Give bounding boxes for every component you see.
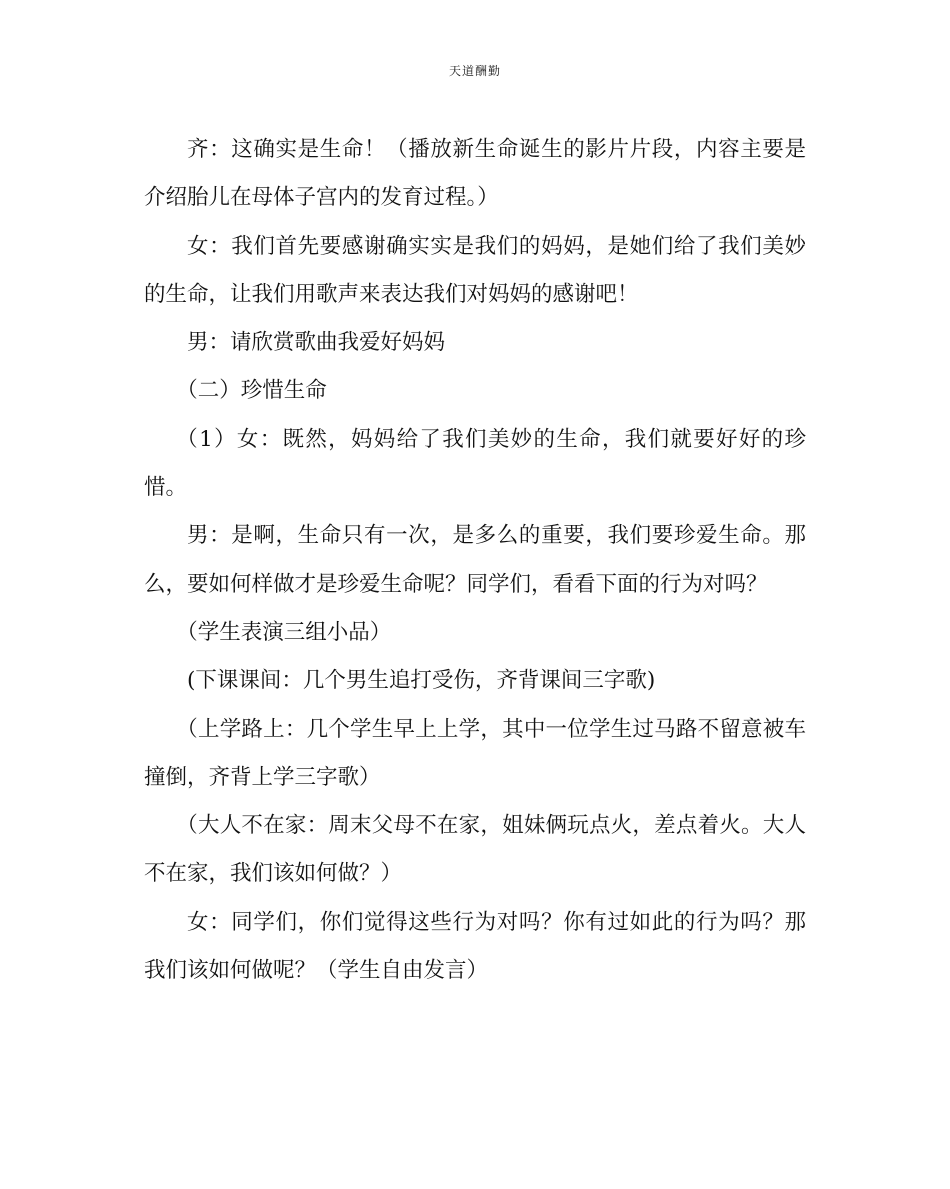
paragraph: 女：我们首先要感谢确实实是我们的妈妈，是她们给了我们美妙的生命，让我们用歌声来表达我们对妈妈的感谢吧！ [144, 233, 806, 307]
paragraph: 齐：这确实是生命！（播放新生命诞生的影片片段，内容主要是介绍胎儿在母体子宫内的发育过程。） [144, 137, 806, 211]
paragraph: 男：是啊，生命只有一次，是多么的重要，我们要珍爱生命。那么，要如何样做才是珍爱生命呢？同学们，看看下面的行为对吗？ [144, 523, 806, 597]
paragraph: 女：同学们，你们觉得这些行为对吗？你有过如此的行为吗？那我们该如何做呢？（学生自由发言） [144, 909, 806, 984]
paragraph: （学生表演三组小品） [176, 619, 392, 645]
paragraph: （大人不在家：周末父母不在家，姐妹俩玩点火，差点着火。大人不在家，我们该如何做？） [144, 813, 806, 887]
document-body [144, 126, 806, 995]
paragraph: 男：请欣赏歌曲我爱好妈妈 [187, 330, 446, 356]
paragraph: （上学路上：几个学生早上上学，其中一位学生过马路不留意被车撞倒，齐背上学三字歌） [144, 716, 806, 790]
paragraph: （1）女：既然，妈妈给了我们美妙的生命，我们就要好好的珍惜。 [144, 426, 806, 501]
paragraph: (下课课间：几个男生追打受伤，齐背课间三字歌) [187, 668, 656, 694]
page-header: 天道酬勤 [448, 64, 501, 78]
section-heading: （二）珍惜生命 [176, 378, 327, 404]
